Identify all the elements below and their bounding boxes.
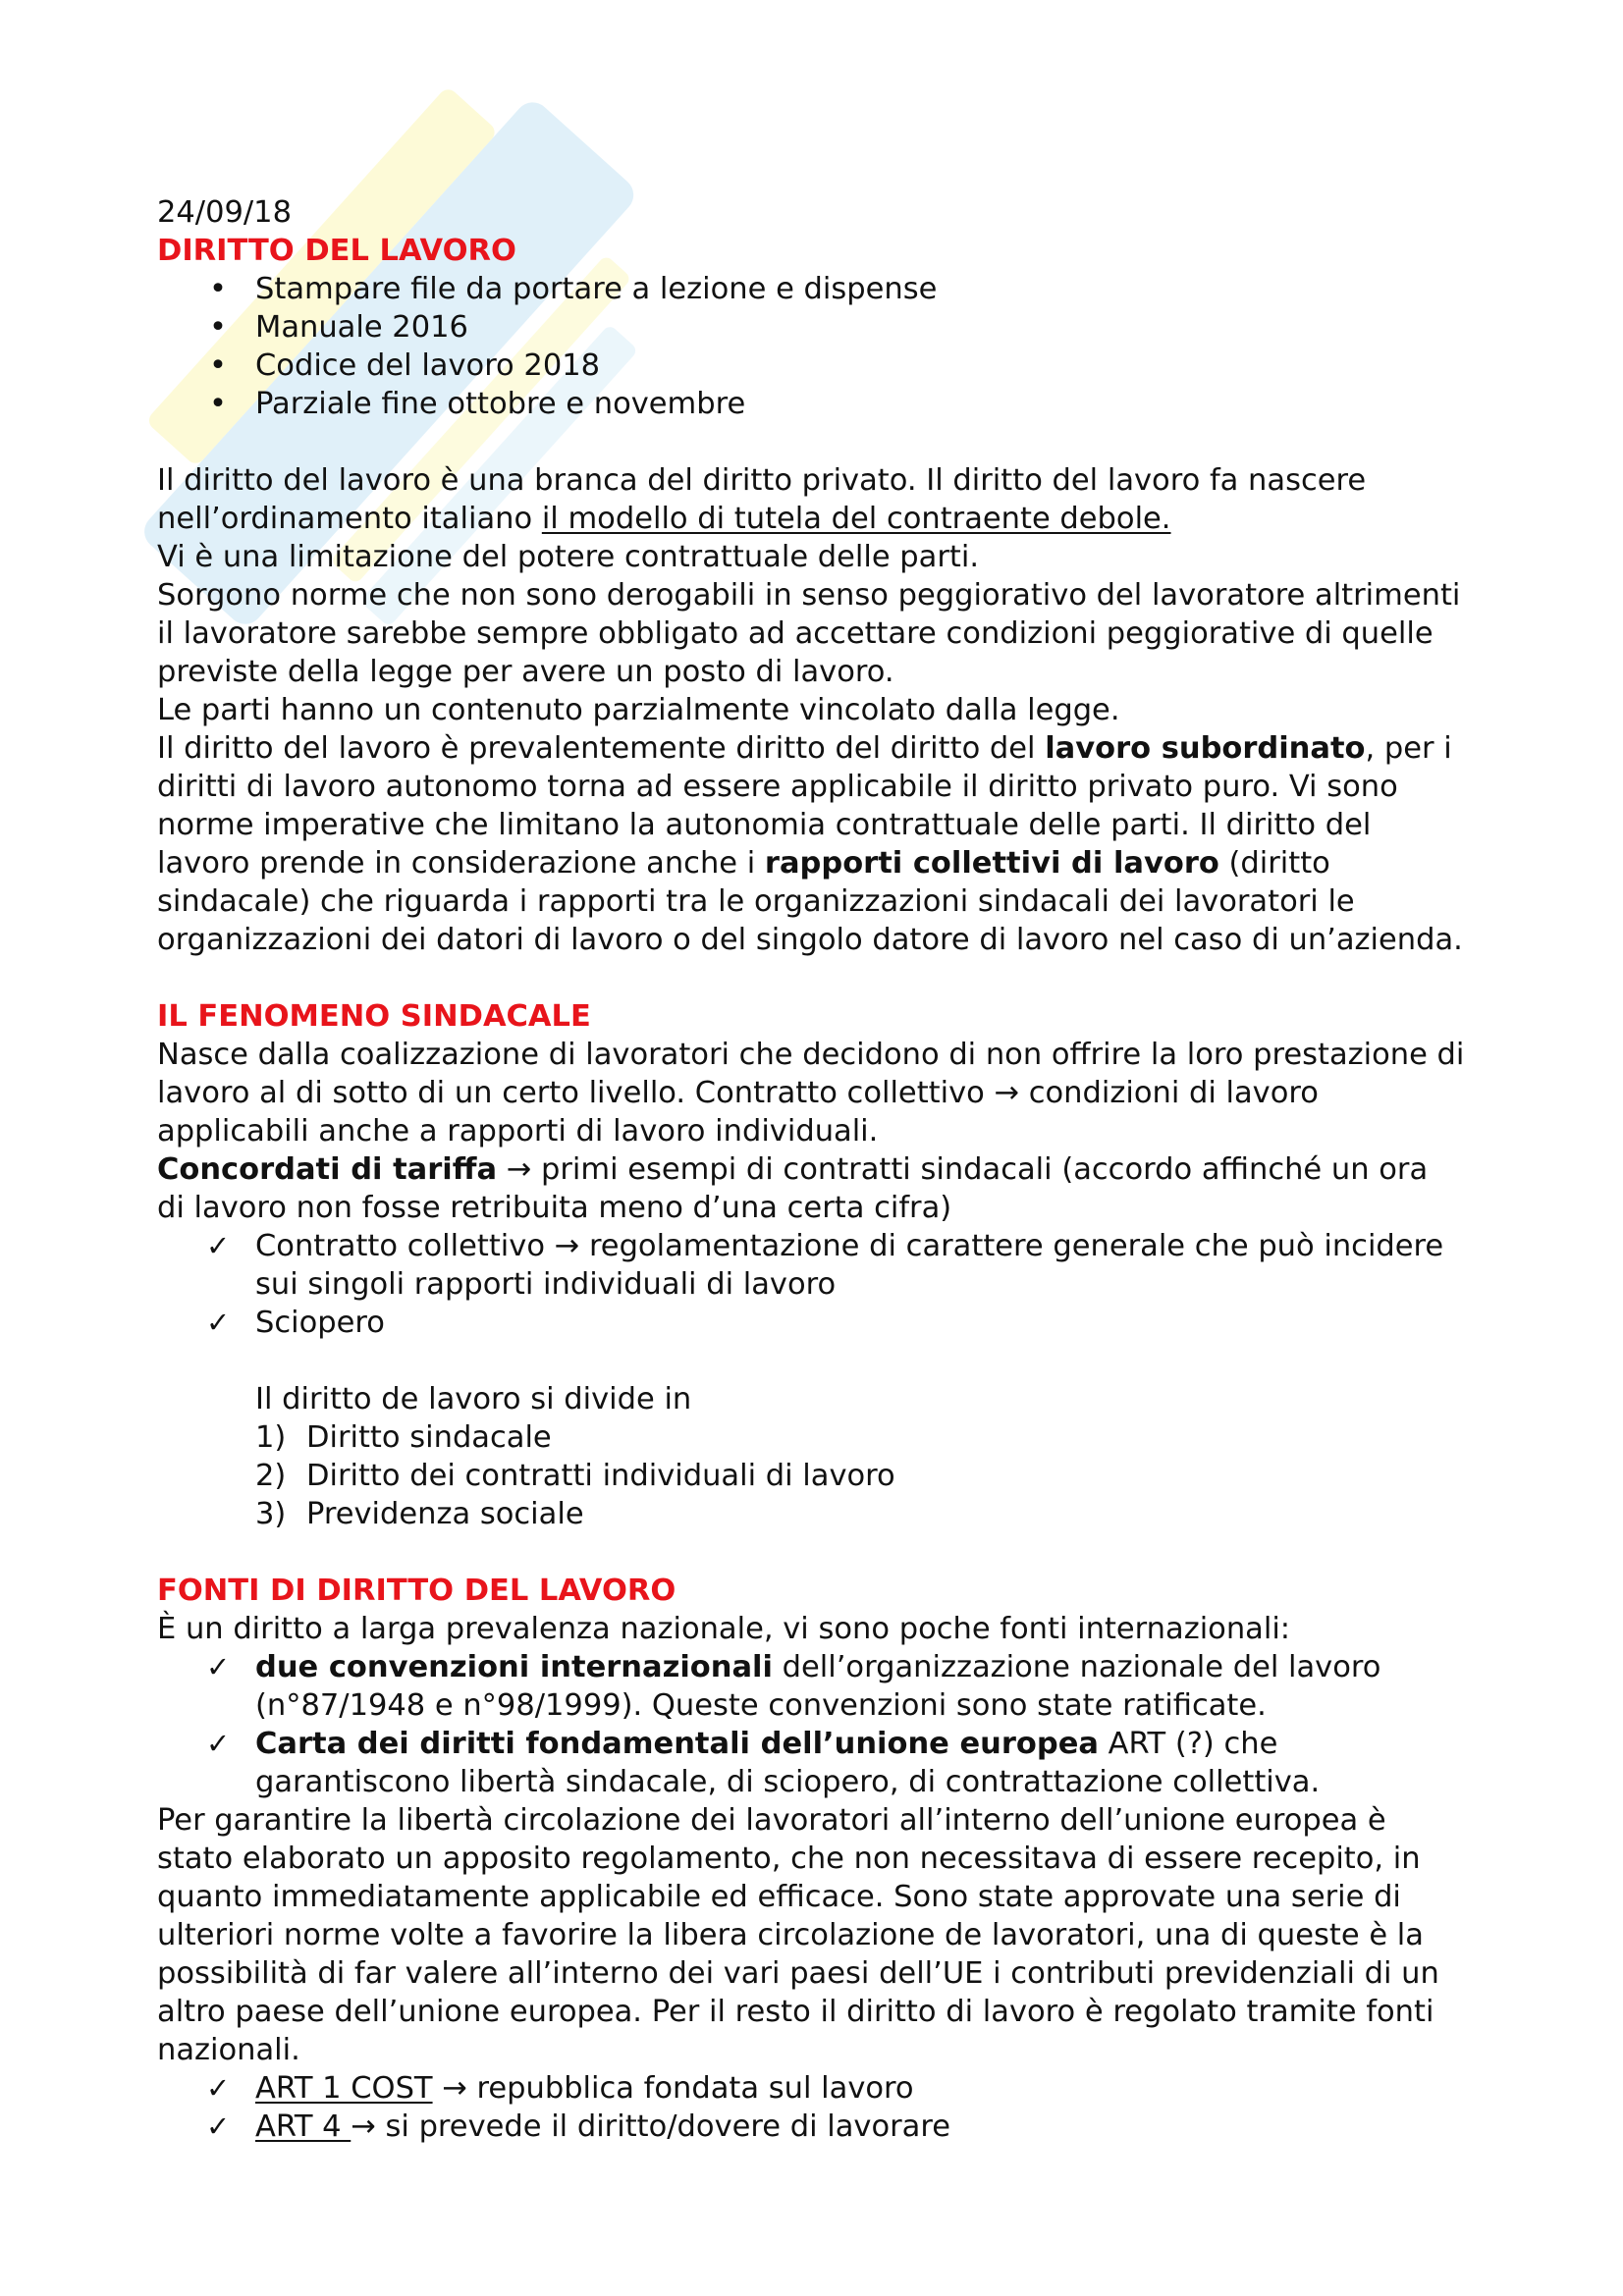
bullet-icon: • — [209, 387, 227, 421]
checkmark-icon: ✓ — [206, 1727, 231, 1760]
numbered-list — [157, 1418, 1492, 1533]
checkmark-icon: ✓ — [206, 1306, 231, 1339]
document-body: 24/09/18 DIRITTO DEL LAVORO • Stampare file da portare a lezione e dispense • Manuale 2016 • Codice del lavoro 2018 • Parziale fine ottobre e novembre Il diritto del lavoro è una branca del diritto privato. Il diritto del lavoro fa nascere nell’ordinamento italiano il modello di tutela del contraente debole. Vi è una limitazione del potere contrattuale delle parti. Sorgono norme che non sono derogabili in senso peggiorativo del lavoratore altrimenti il lavoratore sarebbe sempre obbligato ad accettare condizioni peggiorative di quelle previste della legge per avere un posto di lavoro. Le parti hanno un contenuto parzialmente vincolato dalla legge. Il diritto del lavoro è prevalentemente diritto del diritto del lavoro subordinato, per i diritti di lavoro autonomo torna ad essere applicabile il diritto privato puro. Vi sono norme imperative che limitano la autonomia contrattuale delle parti. Il diritto del lavoro prende in considerazione anche i rapporti collettivi di lavoro (diritto sindacale) che riguarda i rapporti tra le organizzazioni sindacali dei lavoratori le organizzazioni dei datori di lavoro o del singolo datore di lavoro nel caso di un’azienda. IL FENOMENO SINDACALE Nasce dalla coalizzazione di lavoratori che decidono di non offrire la loro prestazione di lavoro al di sotto di un certo livello. Contratto collettivo → condizioni di lavoro applicabili anche a rapporti di lavoro individuali. Concordati di tariffa → primi esempi di contratti sindacali (accordo affinché un ora di lavoro non fosse retribuita meno d’una certa cifra) ✓ Contratto collettivo → regolamentazione di carattere generale che può incidere sui singoli rapporti individuali di lavoro ✓ Sciopero Il diritto de lavoro si divide in 1) Diritto sindacale 2) Diritto dei contratti individuali di lavoro 3) Previdenza sociale FONTI DI DIRITTO DEL LAVORO È un diritto a larga prevalenza nazionale, vi sono poche fonti internazionali: ✓ due convenzioni internazionali dell’organizzazione nazionale del lavoro (n°87/1948 e n°98/1999). Queste convenzioni sono state ratificate. ✓ Carta dei diritti fondamentali dell’unione europea ART (?) che garantiscono libertà sindacale, di sciopero, di contrattazione collettiva. Per garantire la libertà circolazione dei lavoratori all’interno dell’unione europea è stato elaborato un apposito regolamento, che non necessitava di essere recepito, in quanto immediatamente applicabile ed efficace. Sono state approvate una serie di ulteriori norme volte a favorire la libera circolazione de lavoratori, una di queste è la possibilità di far valere all’interno dei vari paesi dell’UE i contributi previdenziali di un altro paese dell’unione europea. Per il resto il diritto di lavoro è regolato tramite fonti nazionali. ✓ ART 1 COST → repubblica fondata sul lavoro ✓ ART 4 → si prevede il diritto/dovere di lavorare — [157, 193, 1492, 2146]
list-item: ✓ Sciopero — [206, 1306, 385, 1340]
list-item: • Manuale 2016 — [209, 310, 468, 345]
todo-list — [157, 270, 1492, 423]
bullet-icon: • — [209, 272, 227, 306]
list-item: 1) Diritto sindacale — [255, 1420, 552, 1455]
bold-term: Carta dei diritti fondamentali dell’unione europea — [255, 1727, 1099, 1761]
list-item: ✓ ART 4 → si prevede il diritto/dovere di lavorare — [206, 2109, 950, 2144]
section-heading: IL FENOMENO SINDACALE — [157, 999, 591, 1034]
section-heading: FONTI DI DIRITTO DEL LAVORO — [157, 1574, 676, 1608]
bold-term: Concordati di tariffa — [157, 1152, 498, 1187]
bold-term: rapporti collettivi di lavoro — [764, 846, 1219, 881]
checkmark-icon: ✓ — [206, 2071, 231, 2105]
list-item: 3) Previdenza sociale — [255, 1497, 584, 1531]
section-paragraph: Per garantire la libertà circolazione dei lavoratori all’interno dell’unione europea è stato elaborato un apposito regolamento, che non necessitava di essere recepito, in quanto immediatamente applicabile ed efficace. Sono state approvate una serie di ulteriori norme volte a favorire la libera circolazione de lavoratori, una di queste è la possibilità di far valere all’interno dei vari paesi dell’UE i contributi previdenziali di un altro paese dell’unione europea. Per il resto il diritto di lavoro è regolato tramite fonti nazionali. — [157, 1803, 1439, 2067]
article-reference: ART 1 COST — [255, 2071, 433, 2106]
section-paragraph: Nasce dalla coalizzazione di lavoratori che decidono di non offrire la loro prestazione di lavoro al di sotto di un certo livello. Contratto collettivo → condizioni di lavoro applicabili anche a rapporti di lavoro individuali. Concordati di tariffa → primi esempi di contratti sindacali (accordo affinché un ora di lavoro non fosse retribuita meno d’una certa cifra) — [157, 1038, 1465, 1225]
date: 24/09/18 — [157, 195, 292, 230]
list-item: ✓ ART 1 COST → repubblica fondata sul lavoro — [206, 2071, 914, 2106]
bold-term: due convenzioni internazionali — [255, 1650, 773, 1684]
article-reference: ART 4 — [255, 2109, 352, 2144]
list-item: • Codice del lavoro 2018 — [209, 348, 601, 383]
checkmark-icon: ✓ — [206, 2109, 231, 2143]
underlined-phrase: il modello di tutela del contraente debole. — [541, 502, 1171, 536]
bullet-icon: • — [209, 348, 227, 383]
list-item: • Parziale fine ottobre e novembre — [209, 387, 746, 421]
checklist — [157, 2069, 1492, 2146]
bullet-icon: • — [209, 310, 227, 345]
checkmark-icon: ✓ — [206, 1229, 231, 1262]
checklist — [157, 1648, 1492, 1801]
bold-term: lavoro subordinato — [1045, 731, 1366, 766]
list-item: ✓ Carta dei diritti fondamentali dell’unione europea ART (?) che garantiscono libertà sindacale, di sciopero, di contrattazione collettiva. — [206, 1727, 1321, 1799]
checkmark-icon: ✓ — [206, 1650, 231, 1683]
list-item: ✓ due convenzioni internazionali dell’organizzazione nazionale del lavoro (n°87/1948 e n°98/1999). Queste convenzioni sono state ratificate. — [206, 1650, 1381, 1723]
document-title: DIRITTO DEL LAVORO — [157, 234, 516, 268]
checklist — [157, 1227, 1492, 1342]
list-item: ✓ Contratto collettivo → regolamentazione di carattere generale che può incidere sui singoli rapporti individuali di lavoro — [206, 1229, 1444, 1302]
list-item: • Stampare file da portare a lezione e dispense — [209, 272, 938, 306]
list-item: 2) Diritto dei contratti individuali di lavoro — [255, 1459, 895, 1493]
intro-paragraph: Il diritto del lavoro è una branca del diritto privato. Il diritto del lavoro fa nascere nell’ordinamento italiano il modello di tutela del contraente debole. Vi è una limitazione del potere contrattuale delle parti. Sorgono norme che non sono derogabili in senso peggiorativo del lavoratore altrimenti il lavoratore sarebbe sempre obbligato ad accettare condizioni peggiorative di quelle previste della legge per avere un posto di lavoro. Le parti hanno un contenuto parzialmente vincolato dalla legge. Il diritto del lavoro è prevalentemente diritto del diritto del lavoro subordinato, per i diritti di lavoro autonomo torna ad essere applicabile il diritto privato puro. Vi sono norme imperative che limitano la autonomia contrattuale delle parti. Il diritto del lavoro prende in considerazione anche i rapporti collettivi di lavoro (diritto sindacale) che riguarda i rapporti tra le organizzazioni sindacali dei lavoratori le organizzazioni dei datori di lavoro o del singolo datore di lavoro nel caso di un’azienda. — [157, 463, 1463, 957]
subsection-intro: Il diritto de lavoro si divide in — [255, 1382, 692, 1416]
